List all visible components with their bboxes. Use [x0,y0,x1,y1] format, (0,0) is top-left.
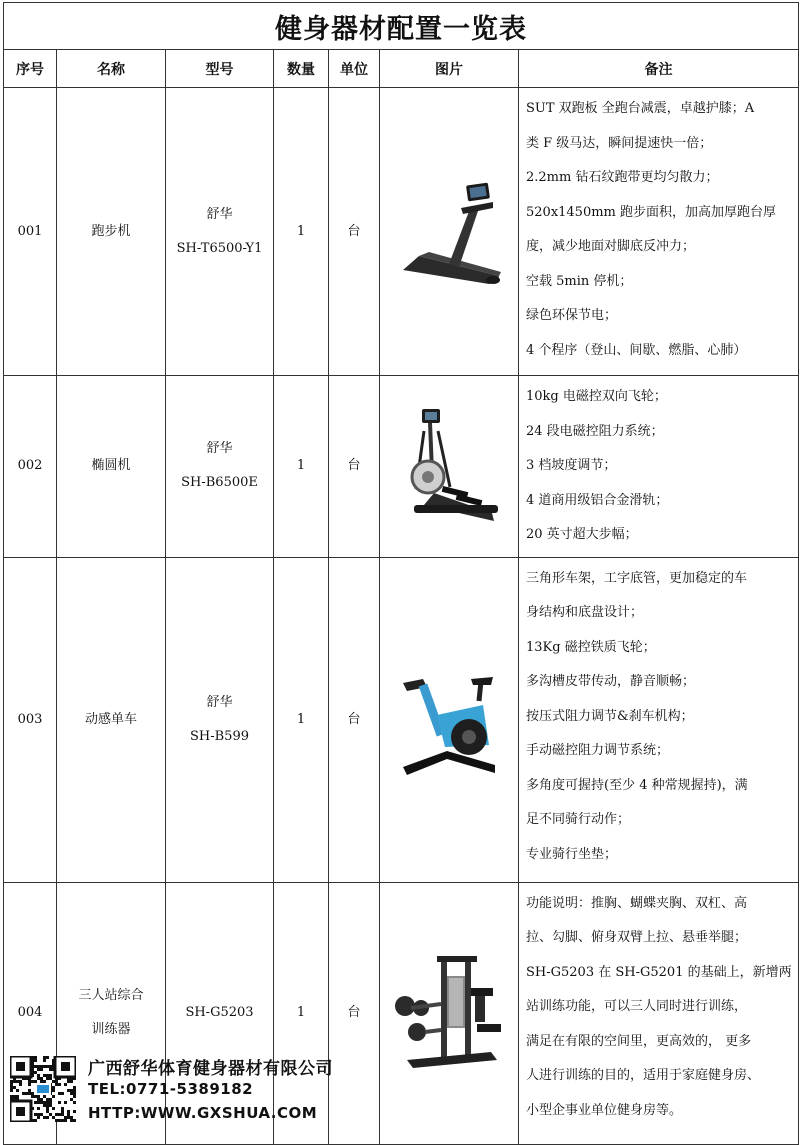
header-qty: 数量 [274,50,329,88]
note-line: 小型企事业单位健身房等。 [526,1102,683,1118]
cell-seq [4,557,57,882]
cell-qty [274,376,329,558]
qty-value: 1 [296,1005,306,1020]
seq-value: 004 [17,1005,43,1020]
model-line: 舒华 [206,206,233,222]
cell-image [380,88,519,376]
note-line: 4 道商用级铝合金滑轨； [526,492,669,508]
table-row [4,376,799,558]
cell-name [57,88,166,376]
note-line: 520x1450mm 跑步面积，加高加厚跑台厚 [526,204,777,220]
treadmill-icon [389,172,509,292]
note-line: 多角度可握持(至少 4 种常规握持)，满 [526,777,748,793]
note-line: 13Kg 磁控铁质飞轮； [526,639,656,655]
note-line: 20 英寸超大步幅； [526,527,638,542]
note-line: 人进行训练的目的，适用于家庭健身房、 [526,1068,761,1083]
header-notes: 备注 [519,50,799,88]
note-line: 4 个程序（登山、间歇、燃脂、心肺） [526,342,747,358]
qty-value: 1 [296,458,306,474]
unit-value: 台 [347,711,361,727]
cell-notes [519,88,799,376]
cell-seq [4,376,57,558]
page-title: 健身器材配置一览表 [4,3,799,50]
cell-qty [274,88,329,376]
equipment-table [3,2,799,1145]
table-row [4,557,799,882]
header-image: 图片 [380,50,519,88]
cell-name [57,557,166,882]
cell-model [166,88,274,376]
header-seq: 序号 [4,50,57,88]
note-line: 拉、勾脚、俯身双臂上拉、悬垂举腿； [526,930,748,945]
note-line: 多沟槽皮带传动，静音顺畅； [526,674,696,689]
model-line: SH-G5203 [185,1005,254,1020]
qty-value: 1 [296,711,306,727]
header-model: 型号 [166,50,274,88]
note-line: 足不同骑行动作； [526,812,631,827]
spin-bike-icon [389,655,509,785]
note-line: SH-G5203 在 SH-G5201 的基础上，新增两 [526,964,792,980]
name-line: 椭圆机 [91,458,131,474]
name-line: 训练器 [91,1022,131,1037]
note-line: 类 F 级马达，瞬间提速快一倍； [526,135,713,151]
note-line: 功能说明：推胸、蝴蝶夹胸、双杠、高 [526,895,748,911]
model-line: 舒华 [206,441,233,457]
unit-value: 台 [347,1005,361,1020]
note-line: 按压式阻力调节&刹车机构； [526,708,694,724]
note-line: 手动磁控阻力调节系统； [526,743,670,758]
seq-value: 001 [17,223,43,239]
header-unit: 单位 [329,50,380,88]
cell-notes [519,376,799,558]
note-line: 2.2mm 钻石纹跑带更均匀散力； [526,170,719,185]
note-line: 满足在有限的空间里，更高效的， 更多 [526,1033,752,1049]
cell-image [380,557,519,882]
note-line: 专业骑行坐垫； [526,846,618,862]
model-line: SH-T6500-Y1 [176,240,263,256]
note-line: 站训练功能，可以三人同时进行训练， [526,999,748,1014]
name-line: 动感单车 [84,711,137,727]
qty-value: 1 [296,223,306,239]
unit-value: 台 [347,458,361,474]
cell-qty [274,557,329,882]
name-line: 跑步机 [91,223,131,239]
cell-unit [329,88,380,376]
name-line: 三人站综合 [78,988,144,1003]
note-line: 三角形车架，工字底管，更加稳定的车 [526,570,748,586]
company-name: 广西舒华体育健身器材有限公司 [88,1059,333,1079]
table-row [4,88,799,376]
cell-unit [329,376,380,558]
note-line: 3 档坡度调节； [526,458,617,473]
company-website: HTTP:WWW.GXSHUA.COM [88,1104,318,1122]
cell-image [380,376,519,558]
cell-unit [329,557,380,882]
note-line: 24 段电磁控阻力系统； [526,423,664,439]
note-line: 10kg 电磁控双向飞轮； [526,389,667,404]
seq-value: 002 [17,458,43,474]
cell-name [57,376,166,558]
note-line: 空载 5min 停机； [526,273,633,289]
note-line: 绿色环保节电； [526,308,618,323]
cell-notes [519,557,799,882]
header-name: 名称 [57,50,166,88]
table-header [4,50,799,88]
company-tel: TEL:0771-5389182 [88,1080,254,1098]
equipment-sheet [3,2,798,1145]
elliptical-icon [394,401,504,531]
cell-seq [4,88,57,376]
note-line: 身结构和底盘设计； [526,605,644,620]
model-line: SH-B599 [189,728,249,744]
cell-model [166,376,274,558]
note-line: SUT 双跑板 全跑台减震，卓越护膝；A [526,101,755,116]
note-line: 度，减少地面对脚底反冲力； [526,239,696,254]
cell-model [166,557,274,882]
cell-notes [519,882,799,1144]
model-line: SH-B6500E [181,475,258,491]
company-footer [10,1054,450,1126]
seq-value: 003 [17,711,43,727]
model-line: 舒华 [206,694,233,710]
unit-value: 台 [347,223,361,239]
qr-code-icon [10,1056,76,1122]
